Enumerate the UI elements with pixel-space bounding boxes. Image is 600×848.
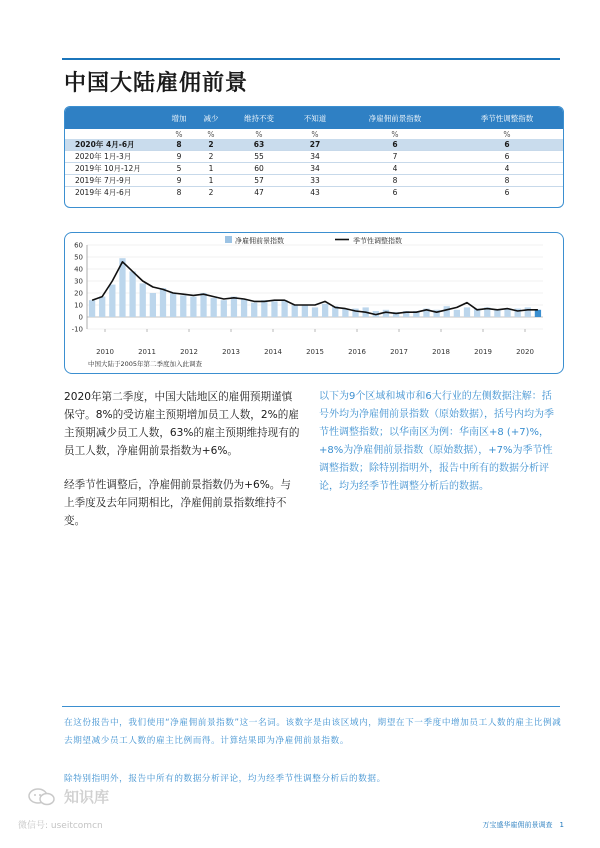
bar (150, 293, 156, 317)
row-label: 2019年 4月-6月 (75, 188, 132, 197)
y-tick-label: 60 (74, 241, 83, 250)
column-header: 增加 (163, 107, 195, 129)
bar (322, 304, 328, 317)
column-header: 净雇佣前景指数 (339, 107, 451, 129)
unit-cell (65, 129, 163, 139)
unit-cell: % (391, 129, 399, 139)
summary-paragraph-1: 2020年第二季度，中国大陆地区的雇佣预期谨慎保守。8%的受访雇主预期增加员工人数，2%的雇主预期减少员工人数，63%的雇主预期维持现有的员工人数，净雇佣前景指数为+6%。 (64, 391, 300, 457)
table-cell: 27 (309, 140, 321, 149)
table-cell: 34 (310, 164, 320, 173)
legend-label-bar: 净雇佣前景指数 (235, 237, 284, 245)
unit-cell: % (207, 129, 215, 139)
table-cell: 6 (504, 140, 510, 149)
table-cell: 47 (254, 188, 264, 197)
table-body (65, 139, 563, 198)
x-tick-label: 2017 (390, 348, 408, 356)
footnote-rule (62, 706, 560, 707)
table-cell: 9 (176, 176, 182, 185)
table-cell: 63 (253, 140, 265, 149)
bar (170, 293, 176, 317)
y-tick-label: 0 (78, 313, 83, 322)
table-cell: 8 (504, 176, 510, 185)
unit-cell: % (255, 129, 263, 139)
bar (261, 300, 267, 317)
row-label: 2019年 7月-9月 (75, 176, 132, 185)
x-tick-label: 2014 (264, 348, 282, 356)
summary-column (64, 388, 300, 546)
table-row (65, 151, 563, 163)
bar (302, 305, 308, 317)
watermark-brand: 知识库 (64, 788, 110, 806)
seasonal-line (92, 262, 538, 315)
table-cell: 4 (392, 164, 398, 173)
chart-panel (64, 232, 564, 374)
bar (99, 297, 105, 317)
y-tick-label: 30 (74, 277, 83, 286)
bar (200, 293, 206, 317)
bar (535, 310, 541, 317)
table-cell: 4 (504, 164, 510, 173)
table-cell: 6 (504, 188, 510, 197)
column-header: 减少 (195, 107, 227, 129)
bar (292, 305, 298, 317)
bar (464, 307, 470, 317)
watermark (28, 786, 109, 807)
column-header: 季节性调整指数 (451, 107, 563, 129)
row-label: 2019年 10月-12月 (75, 164, 141, 173)
table-cell: 60 (254, 164, 264, 173)
page-footer: 万宝盛华雇佣前景调查 1 (482, 821, 564, 829)
bar (281, 300, 287, 317)
bar (231, 297, 237, 317)
table-header-row (65, 107, 563, 129)
table-cell: 57 (254, 176, 264, 185)
bar (180, 295, 186, 317)
x-tick-label: 2018 (432, 348, 450, 356)
x-tick-label: 2011 (138, 348, 156, 356)
top-rule (62, 58, 560, 60)
table-cell: 1 (208, 176, 214, 185)
summary-paragraph-2: 经季节性调整后，净雇佣前景指数仍为+6%。与上季度及去年同期相比，净雇佣前景指数维持不变。 (64, 479, 291, 527)
bar (109, 285, 115, 317)
bar (312, 307, 318, 317)
outlook-chart (65, 233, 563, 373)
watermark-account: 微信号: useitcomcn (18, 821, 103, 831)
table-cell: 8 (392, 176, 398, 185)
y-tick-label: -10 (71, 325, 83, 334)
bar (241, 299, 247, 317)
x-tick-label: 2012 (180, 348, 198, 356)
bar (494, 310, 500, 317)
annotation-paragraph: 以下为9个区域和城市和6大行业的左侧数据注解：括号外均为净雇佣前景指数（原始数据），括号内均为季节性调整指数；以华南区为例：华南区+8 (+7)%，+8%为净雇佣前景指数（原始数据），+7%为季节性调整指数；除特别指明外，报告中所有的数据分析评论，均为经季节性调整分析后的数据。 (319, 391, 554, 492)
bar (444, 306, 450, 317)
y-tick-label: 50 (74, 253, 83, 262)
y-tick-label: 20 (74, 289, 83, 298)
table-unit-row (65, 129, 563, 139)
bar (221, 300, 227, 317)
x-tick-label: 2010 (96, 348, 114, 356)
footnote-definition: 在这份报告中，我们使用“净雇佣前景指数”这一名词。该数字是由该区域内，期望在下一季度中增加员工人数的雇主比例减去期望减少员工人数的雇主比例而得。计算结果即为净雇佣前景指数。 (64, 718, 562, 746)
row-label: 2020年 1月-3月 (75, 152, 132, 161)
table-cell: 33 (310, 176, 320, 185)
column-header (65, 107, 163, 129)
table-row (65, 187, 563, 199)
page-title: 中国大陆雇佣前景 (64, 71, 249, 96)
footnote-seasonal: 除特别指明外，报告中所有的数据分析评论，均为经季节性调整分析后的数据。 (64, 774, 386, 784)
table-cell: 2 (208, 152, 214, 161)
x-tick-label: 2015 (306, 348, 324, 356)
table-cell: 6 (392, 140, 398, 149)
table-row (65, 175, 563, 187)
bar (160, 288, 166, 317)
table-cell: 6 (392, 188, 398, 197)
bar (211, 298, 217, 317)
unit-cell: % (503, 129, 511, 139)
y-tick-label: 10 (74, 301, 83, 310)
x-tick-label: 2013 (222, 348, 240, 356)
table-row (65, 163, 563, 175)
unit-cell: % (175, 129, 183, 139)
table-cell: 55 (254, 152, 264, 161)
column-header: 维持不变 (227, 107, 291, 129)
x-tick-label: 2020 (516, 348, 534, 356)
table-cell: 2 (208, 140, 214, 149)
table-cell: 8 (176, 188, 182, 197)
bar (140, 283, 146, 317)
outlook-table (64, 106, 564, 208)
x-tick-label: 2019 (474, 348, 492, 356)
x-tick-label: 2016 (348, 348, 366, 356)
table-cell: 7 (392, 152, 398, 161)
table-cell: 6 (504, 152, 510, 161)
row-label: 2020年 4月-6月 (75, 140, 135, 149)
table-cell: 9 (176, 152, 182, 161)
legend-label-line: 季节性调整指数 (353, 237, 402, 245)
table-row (65, 139, 563, 151)
legend-swatch-bar (225, 236, 232, 243)
bar (251, 303, 257, 317)
unit-cell: % (311, 129, 319, 139)
annotation-column (319, 388, 561, 496)
bar (271, 301, 277, 317)
wechat-icon (28, 787, 56, 807)
table-cell: 8 (176, 140, 182, 149)
bar (89, 300, 95, 317)
column-header: 不知道 (291, 107, 339, 129)
chart-note: 中国大陆于2005年第二季度加入此调查 (88, 360, 203, 368)
table-cell: 2 (208, 188, 214, 197)
y-tick-label: 40 (74, 265, 83, 274)
table-cell: 1 (208, 164, 214, 173)
bar (525, 307, 531, 317)
bar (454, 310, 460, 317)
table-cell: 5 (176, 164, 182, 173)
bar (190, 297, 196, 317)
table-cell: 43 (310, 188, 320, 197)
bar (129, 271, 135, 317)
table-cell: 34 (310, 152, 320, 161)
